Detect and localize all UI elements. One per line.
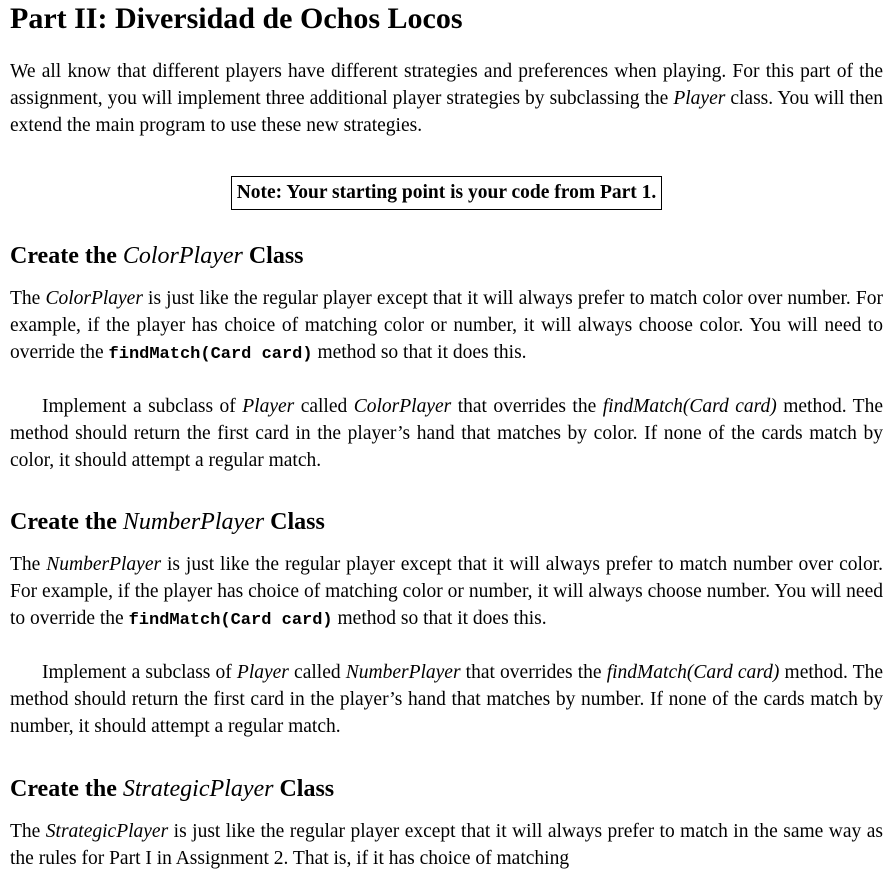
colorplayer-paragraph-2: Implement a subclass of Player called ColorPlayer that overrides the findMatch(Card card) method. The method should return the first card in the player’s hand that matches by color. If none of the cards match by color, it should attempt a regular match. [10, 396, 883, 471]
intro-text: class. You will then extend the main program to use these new strategies. [10, 88, 883, 136]
intro-text: We all know that different players have different strategies and preferences when playing. For this part of the assignment, you will implement three additional player strategies by subclassing the [10, 61, 883, 109]
note-container [10, 176, 883, 210]
section-heading-numberplayer: Create the NumberPlayer Class [10, 509, 325, 535]
numberplayer-paragraph-1: The NumberPlayer is just like the regular player except that it will always prefer to match number over color. For example, if the player has choice of matching color or number, it will always choose number. You will need to override the findMatch(Card card) method so that it does this. [10, 554, 883, 630]
player-class-ref: Player [673, 88, 726, 109]
colorplayer-paragraph-1: The ColorPlayer is just like the regular player except that it will always prefer to match color over number. For example, if the player has choice of matching color or number, it will always choose color. You will need to override the findMatch(Card card) method so that it does this. [10, 288, 883, 364]
heading-class-name: ColorPlayer [122, 243, 243, 269]
code-find-match: findMatch(Card card) [108, 345, 313, 364]
numberplayer-paragraph-2: Implement a subclass of Player called NumberPlayer that overrides the findMatch(Card card) method. The method should return the first card in the player’s hand that matches by number. If none of the cards match by number, it should attempt a regular match. [10, 662, 883, 737]
section-heading-strategicplayer: Create the StrategicPlayer Class [10, 776, 335, 802]
note-box: Note: Your starting point is your code from Part 1. [231, 176, 663, 210]
page-title: Part II: Diversidad de Ochos Locos [10, 2, 463, 35]
strategicplayer-paragraph-1: The StrategicPlayer is just like the regular player except that it will always prefer to match in the same way as the rules for Part I in Assignment 2. That is, if it has choice of matching [10, 821, 883, 869]
heading-class-name: NumberPlayer [122, 509, 265, 535]
section-heading-colorplayer: Create the ColorPlayer Class [10, 243, 304, 269]
heading-class-name: StrategicPlayer [122, 776, 274, 802]
intro-paragraph [10, 58, 883, 139]
code-find-match: findMatch(Card card) [128, 611, 333, 630]
